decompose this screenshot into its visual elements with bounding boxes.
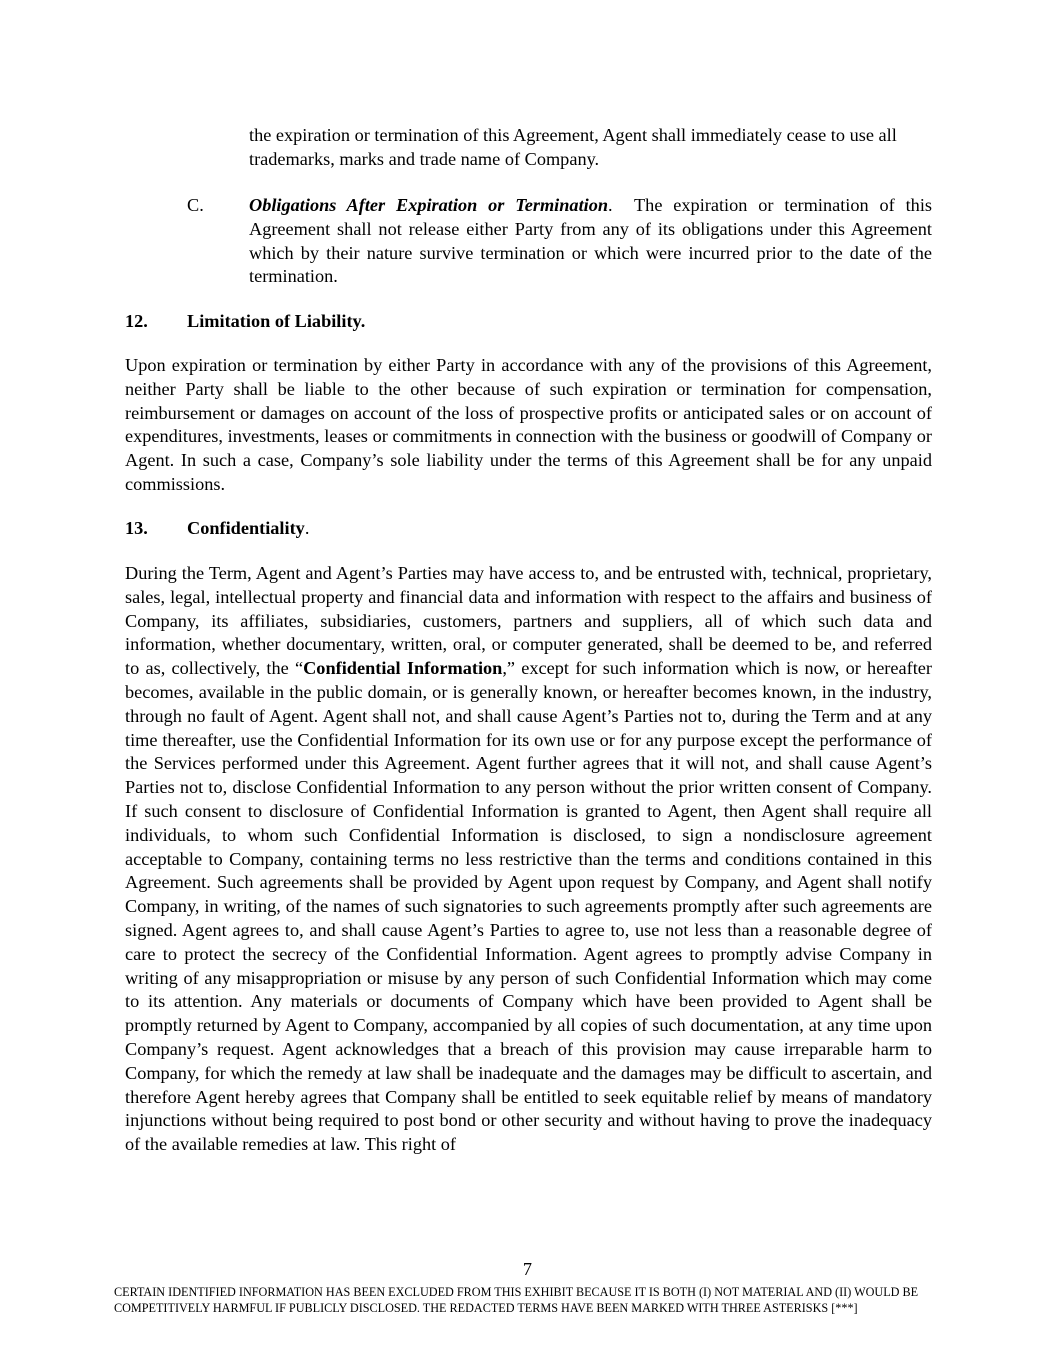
continuation-paragraph: the expiration or termination of this Agreement, Agent shall immediately cease to use all trademarks, marks and trade name of Company. [249,125,897,169]
subsection-c-label: C. [187,195,204,215]
section-13-title: Confidentiality [187,518,305,538]
section-13-title-wrap [187,517,309,541]
section-12-number: 12. [125,311,148,331]
section-13-number: 13. [125,518,148,538]
section-13-title-punct: . [304,518,310,538]
section-13-body-part2: ,” except for such information which is now, or hereafter becomes, available in the public domain, or is generally known, or hereafter becomes known, in the industry, through no fault of Agent. Agent shall not, and shall cause Agent’s Parties not to, during the Term and at any time thereafter, use the Confidential Information for its own use or for any purpose except the performance of the Services performed under this Agreement. Agent further agrees that it will not, and shall cause Agent’s Parties not to, disclose Confidential Information to any person without the prior written consent of Company. If such consent to disclosure of Confidential Information is granted to Agent, then Agent shall require all individuals, to whom such Confidential Information is disclosed, to sign a nondisclosure agreement acceptable to Company, containing terms no less restrictive than the terms and conditions contained in this Agreement. Such agreements shall be provided by Agent upon request by Company, and Agent shall notify Company, in writing, of the names of such signatories to such agreements promptly after such agreements are signed. Agent agrees to, and shall cause Agent’s Parties to agree to, use not less than a reasonable degree of care to protect the secrecy of the Confidential Information. Agent agrees to promptly advise Company in writing of any misappropriation or misuse by any person of such Confidential Information which may come to its attention. Any materials or documents of Company which have been provided to Agent shall be promptly returned by Agent to Company, accompanied by all copies of such documentation, at any time upon Company’s request. Agent acknowledges that a breach of this provision may cause irreparable harm to Company, for which the remedy at law shall be inadequate and the damages may be difficult to ascertain, and therefore Agent hereby agrees that Company shall be entitled to seek equitable relief by means of mandatory injunctions without being required to post bond or other security and without having to prove the inadequacy of the available remedies at law. This right of [125,658,932,1155]
page-number: 7 [522,1259,533,1279]
section-13-body-part1: During the Term, Agent and Agent’s Parties may have access to, and be entrusted with, technical, proprietary, sales, legal, intellectual property and financial data and information with respect to the affairs and business of Company, its affiliates, subsidiaries, customers, partners and suppliers, all of which such data and information, whether documentary, written, oral, or computer generated, shall be deemed to be, and referred to as, collectively, the “ [125,563,932,679]
redaction-footer-notice: CERTAIN IDENTIFIED INFORMATION HAS BEEN EXCLUDED FROM THIS EXHIBIT BECAUSE IT IS BOTH (I) NOT MATERIAL AND (II) WOULD BE COMPETITIVELY HARMFUL IF PUBLICLY DISCLOSED. THE REDACTED TERMS HAVE BEEN MARKED WITH THREE ASTERISKS [***] [114,1285,919,1315]
subsection-c-heading-punct: . [608,195,613,215]
section-12-body: Upon expiration or termination by either Party in accordance with any of the provisions of this Agreement, neither Party shall be liable to the other because of such expiration or termination for compensation, reimbursement or damages on account of the loss of prospective profits or anticipated sales or on account of expenditures, investments, leases or commitments in connection with the business or goodwill of Company or Agent. In such a case, Company’s sole liability under the terms of this Agreement shall be for any unpaid commissions. [125,355,932,494]
subsection-c-heading: Obligations After Expiration or Termination [249,195,609,215]
section-12-title: Limitation of Liability. [187,311,366,331]
confidential-information-term: Confidential Information [303,658,503,679]
section-13-body [125,562,932,1157]
subsection-c-paragraph [249,194,937,289]
subsection-c-text: The expiration or termination of this Agreement shall not release either Party from any of its obligations under this Agreement which by their nature survive termination or which were incurred prior to the date of the termination. [249,195,937,287]
